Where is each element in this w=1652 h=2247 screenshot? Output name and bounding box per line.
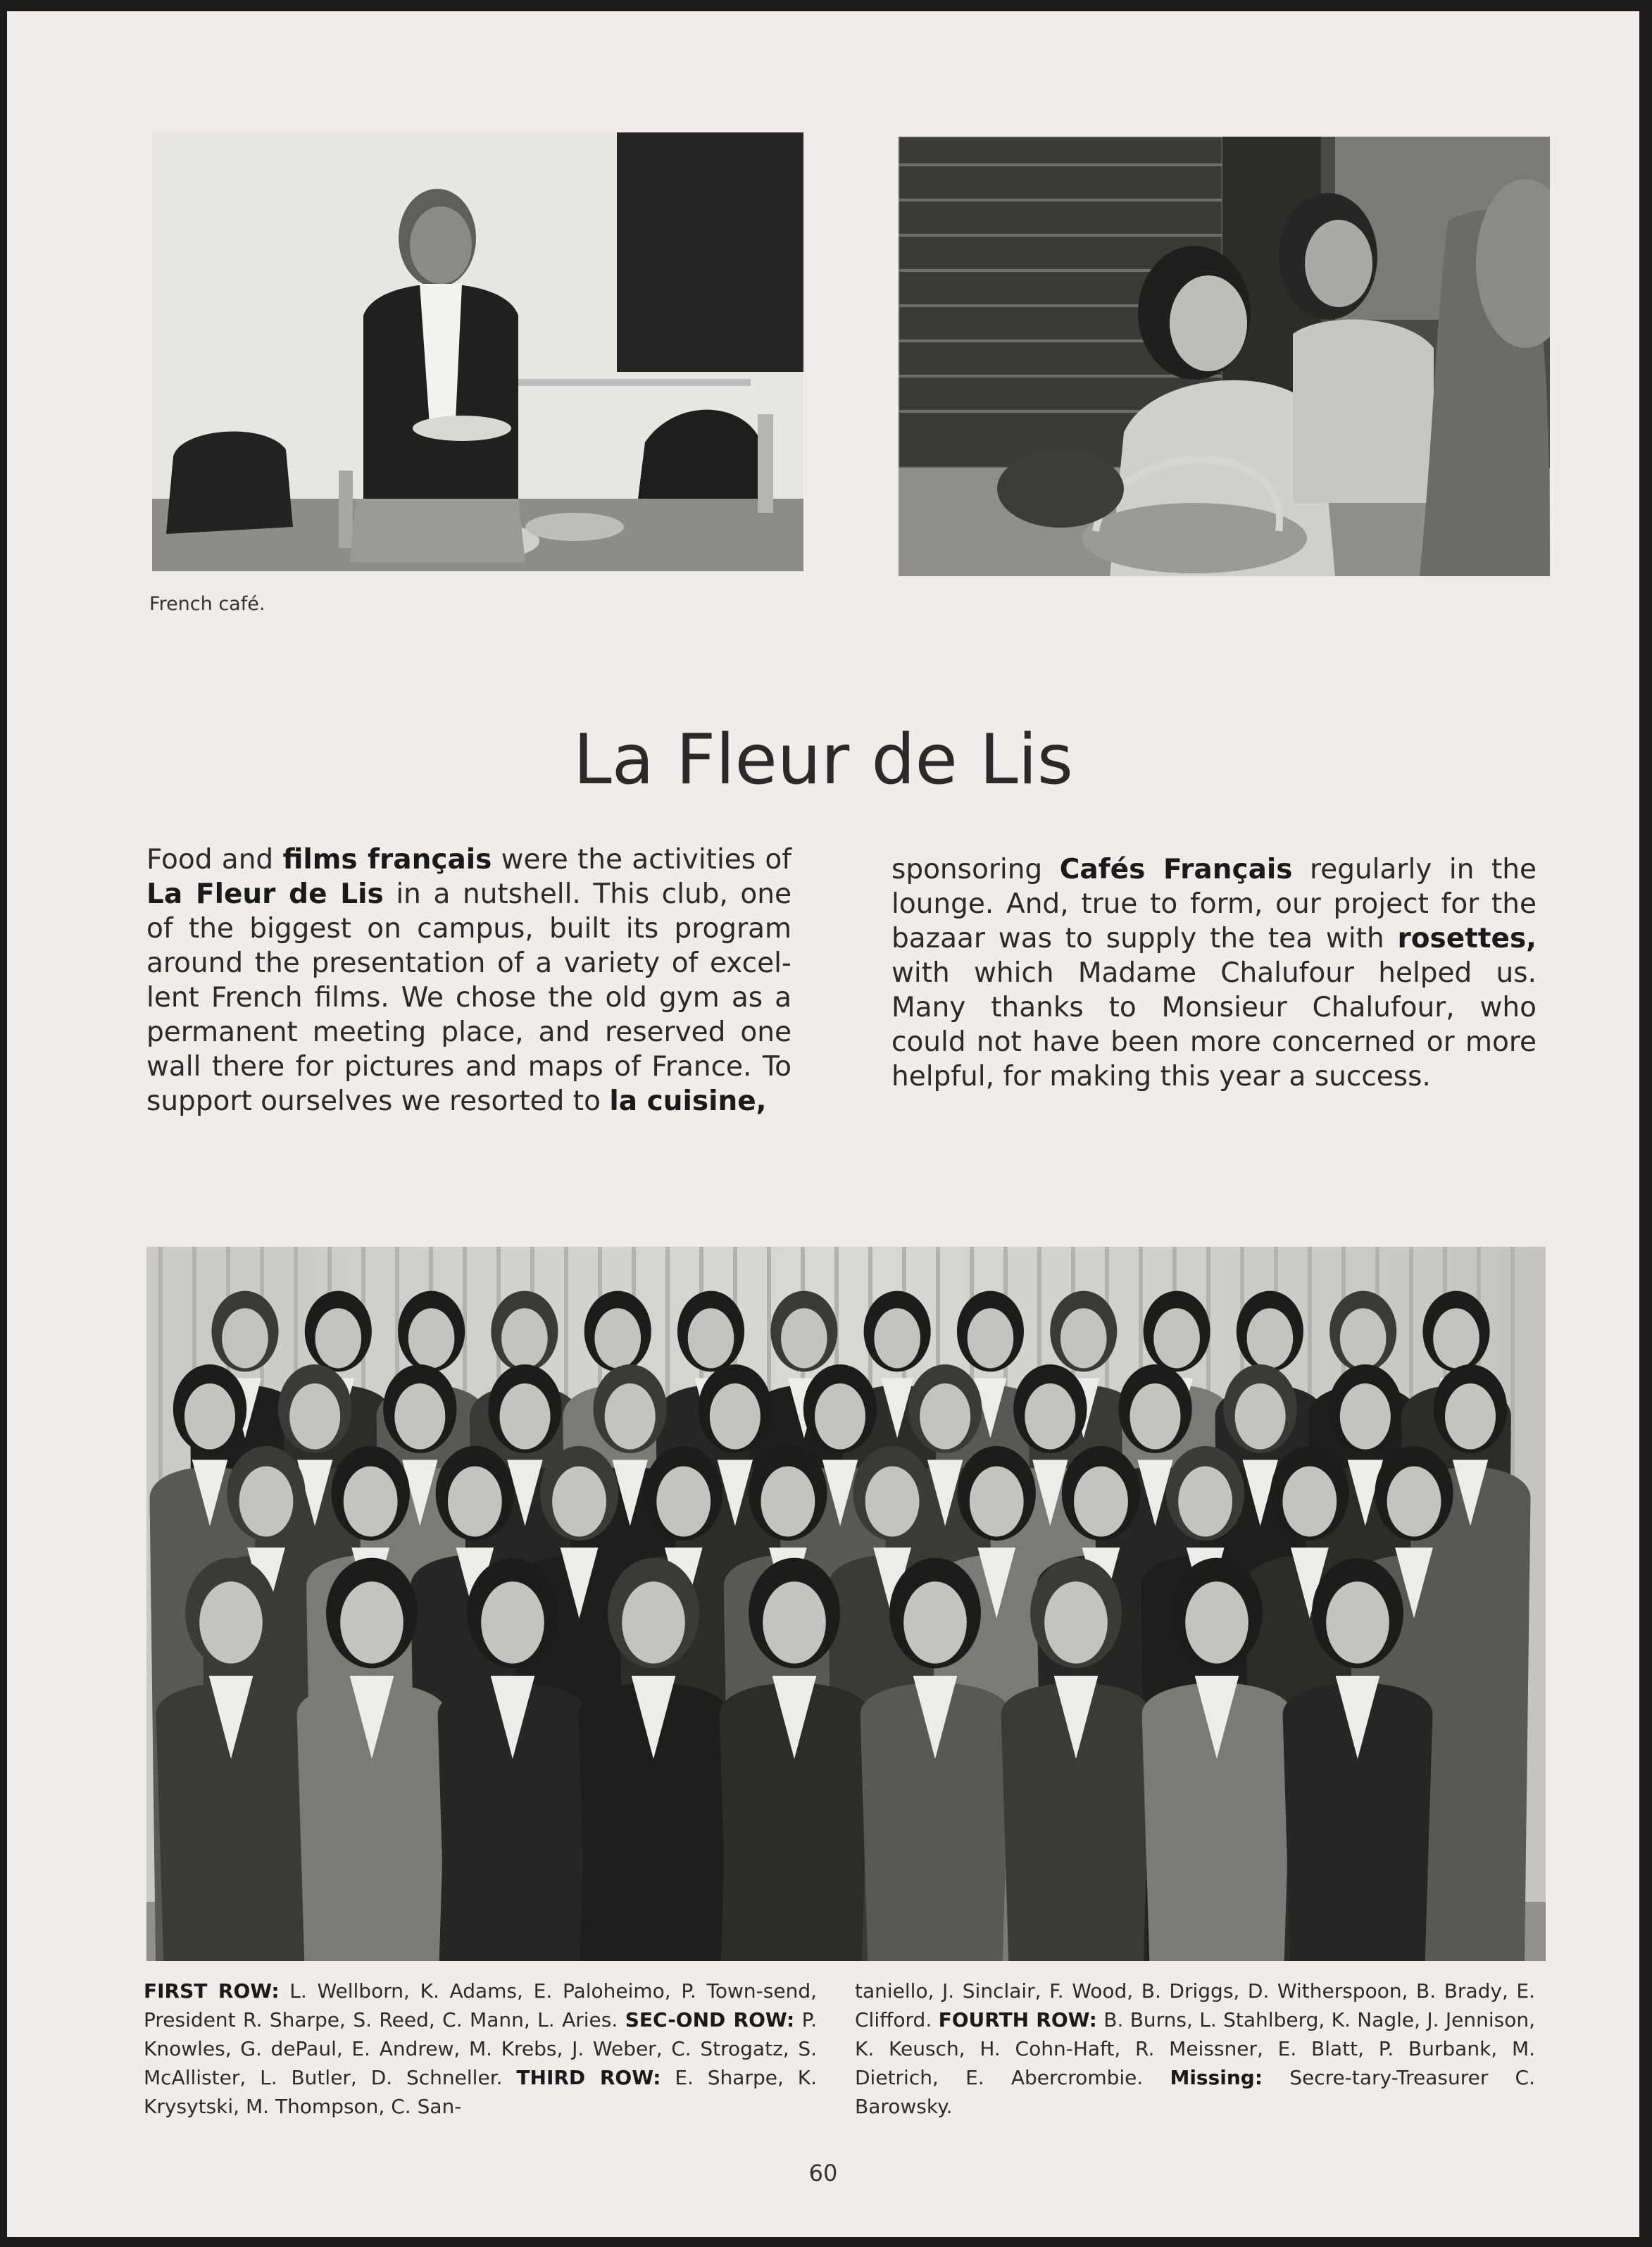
names-caption-column-2	[855, 1977, 1535, 2121]
body-text-run: in a nutshell. This club, one of the biggest on campus, built its program around the presentation of a variety of excel-lent French films. We chose the old gym as a permanent meeting place, and reserved one wall there for pictures and maps of France. To support ourselves we resorted to	[146, 878, 791, 1117]
names-text-bold-run: FIRST ROW:	[144, 1979, 280, 2003]
body-text-bold-run: La Fleur de Lis	[146, 878, 384, 910]
body-text-column-2	[891, 852, 1537, 1094]
names-text-run: P. Knowles, G. dePaul, E. Andrew, M. Krebs, J. Weber, C. Strogatz, S. McAllister, L. Butler, D. Schneller.	[144, 2008, 818, 2089]
club-group-photo	[146, 1247, 1546, 1961]
names-text-run: B. Burns, L. Stahlberg, K. Nagle, J. Jennison, K. Keusch, H. Cohn-Haft, R. Meissner, E. Blatt, P. Burbank, M. Dietrich, E. Abercrombie.	[855, 2008, 1536, 2089]
body-text-bold-run: la cuisine,	[609, 1085, 767, 1117]
body-text-run: Food and	[146, 844, 283, 876]
names-text-bold-run: FOURTH ROW:	[938, 2008, 1097, 2031]
body-text-run: with which Madame Chalufour helped us. Many thanks to Monsieur Chalufour, who could not have been more concerned or more helpful, for making this year a success.	[891, 957, 1537, 1093]
names-text-bold-run: Missing:	[1170, 2066, 1263, 2089]
body-text-bold-run: films français	[282, 844, 492, 876]
body-text-bold-run: rosettes,	[1397, 923, 1537, 954]
names-text-bold-run: THIRD ROW:	[516, 2066, 661, 2089]
french-cafe-photo-right	[899, 137, 1550, 576]
page-number: 60	[808, 2160, 838, 2186]
body-text-bold-run: Cafés Français	[1059, 854, 1293, 885]
body-text-column-1	[146, 842, 791, 1119]
french-cafe-photo-left	[152, 132, 803, 571]
body-text-run: sponsoring	[891, 854, 1060, 885]
names-caption-column-1	[144, 1977, 817, 2121]
names-text-bold-run: SEC-OND ROW:	[625, 2008, 795, 2031]
body-text-run: regularly in the lounge. And, true to form, our project for the bazaar was to supply the tea with	[891, 854, 1537, 954]
yearbook-page	[7, 11, 1639, 2237]
page-title: La Fleur de Lis	[573, 720, 1073, 800]
names-text-run: L. Wellborn, K. Adams, E. Paloheimo, P. Town-send, President R. Sharpe, S. Reed, C. Mann, L. Aries.	[144, 1979, 818, 2031]
names-text-run: E. Sharpe, K. Krysytski, M. Thompson, C. San-	[144, 2066, 818, 2118]
names-text-run: Secre-tary-Treasurer C. Barowsky.	[855, 2066, 1535, 2118]
names-text-run: taniello, J. Sinclair, F. Wood, B. Driggs, D. Witherspoon, B. Brady, E. Clifford.	[855, 1979, 1535, 2031]
body-text-run: were the activities of	[492, 844, 791, 876]
photo-caption: French café.	[149, 593, 265, 615]
